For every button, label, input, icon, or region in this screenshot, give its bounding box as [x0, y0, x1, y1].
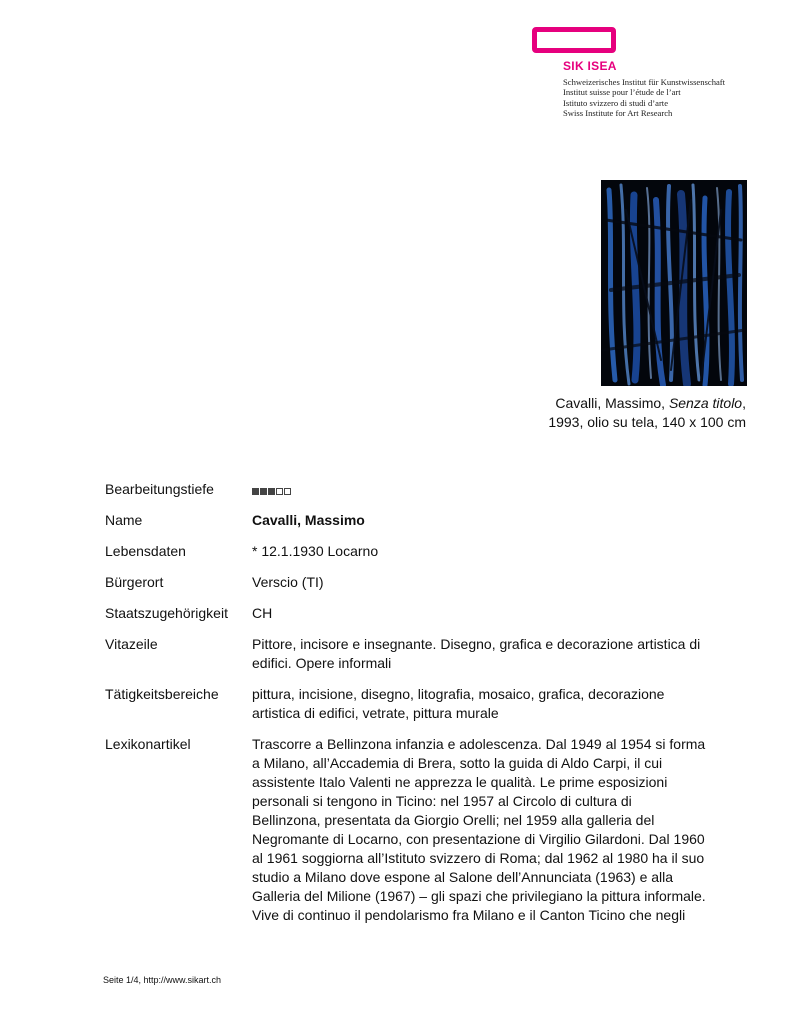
depth-square-empty-icon [284, 488, 291, 495]
text-line: a Milano, all’Accademia di Brera, sotto la guida di Aldo Carpi, il cui [252, 755, 663, 771]
lexicon-article [252, 735, 752, 925]
text-line: studio a Milano dove espone al Salone dell’Annunciata (1963) e alla [252, 869, 674, 885]
depth-square-filled-icon [252, 488, 259, 495]
vita-line [252, 635, 752, 673]
caption-artist: Cavalli, Massimo, [555, 395, 669, 411]
page-footer: Seite 1/4, http://www.sikart.ch [103, 975, 222, 985]
institute-name-it: Istituto svizzero di studi d’arte [563, 97, 669, 108]
field-label: Lexikonartikel [105, 736, 191, 752]
field-label: Tätigkeitsbereiche [105, 686, 219, 702]
text-line: assistente Italo Valenti ne apprezza le qualità. Le prime esposizioni [252, 774, 668, 790]
text-line: personali si tengono in Ticino: nel 1957 al Circolo di cultura di [252, 793, 632, 809]
caption-sep: , [742, 395, 746, 411]
institute-names [563, 77, 725, 119]
text-line: Negromante di Locarno, con presentazione di Virgilio Gilardoni. Dal 1960 [252, 831, 705, 847]
text-line: Trascorre a Bellinzona infanzia e adolescenza. Dal 1949 al 1954 si forma [252, 736, 706, 752]
text-line: Vive di continuo il pendolarismo fra Milano e il Canton Ticino che negli [252, 907, 686, 923]
text-line: al 1961 soggiorna all’Istituto svizzero di Roma; dal 1962 al 1980 ha il suo [252, 850, 705, 866]
text-line: artistica di edifici, vetrate, pittura murale [252, 705, 499, 721]
activity-areas [252, 685, 752, 723]
field-label: Vitazeile [105, 636, 158, 652]
depth-square-filled-icon [260, 488, 267, 495]
caption-title: Senza titolo [668, 395, 743, 411]
field-label: Lebensdaten [105, 543, 186, 559]
abstract-painting-icon [601, 180, 747, 386]
depth-squares [252, 488, 291, 495]
artwork-image [601, 180, 747, 386]
field-label: Name [105, 512, 143, 528]
text-line: Pittore, incisore e insegnante. Disegno, grafica e decorazione artistica di [252, 636, 701, 652]
field-label: Bearbeitungstiefe [105, 481, 214, 497]
text-line: Galleria del Milione (1967) – gli spazi che privilegiano la pittura informale. [252, 888, 706, 904]
logo-title: SIK ISEA [563, 59, 617, 73]
nationality: CH [252, 605, 273, 621]
depth-indicator [252, 480, 752, 499]
logo-frame-icon [532, 27, 616, 53]
text-line: pittura, incisione, disegno, litografia, mosaico, grafica, decorazione [252, 686, 665, 702]
artist-name: Cavalli, Massimo [252, 512, 365, 528]
institute-name-de: Schweizerisches Institut für Kunstwissenschaft [563, 77, 726, 87]
place-of-citizenship: Verscio (TI) [252, 574, 324, 590]
depth-square-filled-icon [268, 488, 275, 495]
field-label: Bürgerort [105, 574, 164, 590]
text-line: Bellinzona, presentata da Giorgio Orelli; nel 1959 alla galleria del [252, 812, 655, 828]
life-dates: * 12.1.1930 Locarno [252, 543, 379, 559]
caption-line-1 [548, 394, 746, 413]
depth-square-empty-icon [276, 488, 283, 495]
artwork-caption [548, 394, 746, 432]
caption-line-2: 1993, olio su tela, 140 x 100 cm [548, 414, 746, 430]
text-line: edifici. Opere informali [252, 655, 392, 671]
field-label: Staatszugehörigkeit [105, 605, 228, 621]
institute-name-en: Swiss Institute for Art Research [563, 108, 673, 119]
institute-name-fr: Institut suisse pour l’étude de l’art [563, 87, 681, 98]
